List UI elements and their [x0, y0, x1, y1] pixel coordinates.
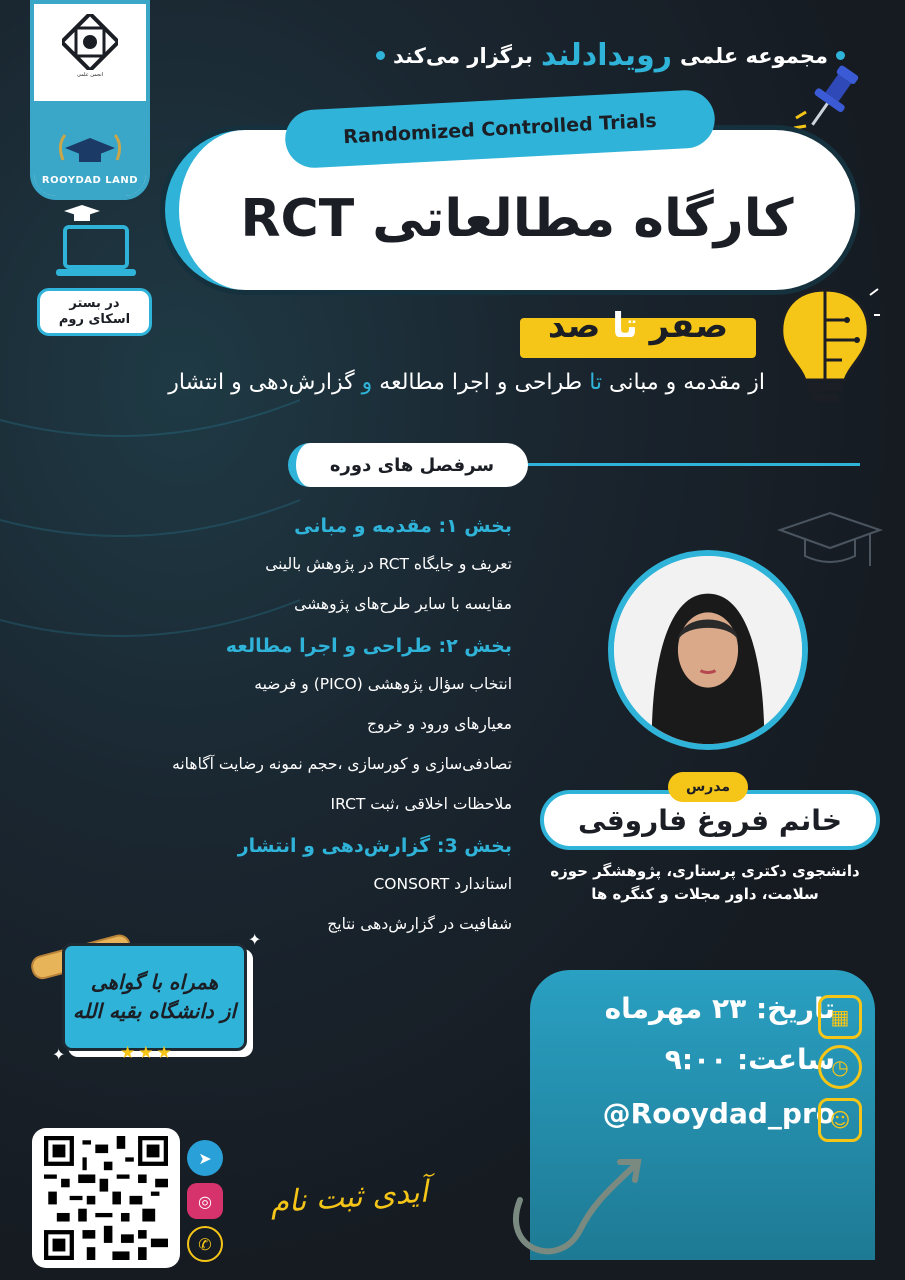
section-item: ملاحظات اخلاقی ،ثبت IRCT [330, 795, 512, 813]
workshop-title: کارگاه مطالعاتی RCT [240, 189, 794, 249]
certificate-line1: همراه با گواهی [90, 970, 219, 994]
calendar-icon: ▦ [818, 995, 862, 1039]
phone-icon[interactable]: ✆ [187, 1226, 223, 1262]
instructor-portrait [614, 556, 802, 744]
section-title: بخش ۱: مقدمه و مبانی [294, 515, 512, 537]
qr-code[interactable] [32, 1128, 180, 1268]
event-date: تاریخ: ۲۳ مهرماه [604, 992, 835, 1025]
syllabus-divider [520, 463, 860, 466]
bio-line2: سلامت، داور مجلات و کنگره ها [591, 885, 819, 904]
desc-part2: طراحی و اجرا مطالعه [379, 370, 583, 395]
tagline-description [168, 370, 765, 395]
registration-id-label: آیدی ثبت نام [268, 1174, 429, 1221]
swoosh-arrow-icon [500, 1140, 650, 1270]
platform-badge [37, 288, 152, 336]
header-prefix: مجموعه علمی [679, 43, 828, 68]
contact-id[interactable]: @Rooydad_pro [602, 1097, 835, 1130]
laptop-icon [50, 205, 140, 285]
section-item: تعریف و جایگاه RCT در پژوهش بالینی [265, 555, 512, 573]
desc-part3: گزارش‌دهی و انتشار [168, 370, 355, 395]
sparkle-icon: ✦ [52, 1045, 66, 1064]
desc-and: و [361, 370, 373, 395]
zero-to-hundred [520, 306, 756, 346]
platform-line1: در بستر [69, 296, 120, 312]
syllabus-heading: سرفصل های دوره [288, 443, 528, 487]
stars-icon: ★★★ [120, 1043, 175, 1063]
graduation-cap-icon [55, 130, 125, 175]
instagram-icon[interactable]: ◎ [187, 1183, 223, 1219]
logo-name: ROOYDAD LAND [41, 175, 139, 186]
bio-line1: دانشجوی دکتری پرستاری، پژوهشگر حوزه [550, 862, 860, 880]
telegram-icon[interactable]: ➤ [187, 1140, 223, 1176]
user-id-icon: ☺ [818, 1098, 862, 1142]
section-title: بخش ۲: طراحی و اجرا مطالعه [225, 635, 512, 657]
syllabus-list [72, 515, 512, 955]
instructor-tag: مدرس [668, 772, 748, 802]
certificate-box [62, 943, 247, 1051]
section-item: انتخاب سؤال پژوهشی (PICO) و فرضیه [254, 675, 512, 693]
section-item: مقایسه با سایر طرح‌های پژوهشی [294, 595, 512, 613]
brand-name: رویدادلند [540, 38, 672, 73]
university-emblem-icon [62, 14, 118, 70]
bullet-dot [376, 51, 385, 60]
instructor-name: خانم فروغ فاروقی [540, 790, 880, 850]
qr-code-image [40, 1136, 172, 1260]
event-time: ساعت: ۹:۰۰ [664, 1043, 835, 1076]
section-item: شفافیت در گزارش‌دهی نتایج [327, 915, 512, 933]
clock-icon: ◷ [818, 1045, 862, 1089]
desc-to: تا [589, 370, 603, 395]
logo-subtext: انجمن علمی [77, 72, 103, 78]
brain-lightbulb-icon [770, 275, 880, 415]
organizer-logo-badge [30, 0, 150, 200]
section-item: معیارهای ورود و خروج [367, 715, 512, 733]
desc-part1: از مقدمه و مبانی [609, 370, 765, 395]
platform-line2: اسکای روم [58, 312, 131, 327]
graduation-cap-outline-icon [775, 508, 885, 583]
to-label: تا [612, 306, 638, 346]
sparkle-icon: ✦ [248, 930, 262, 949]
english-subtitle: Randomized Controlled Trials [342, 109, 658, 149]
section-item: تصادفی‌سازی و کورسازی ،حجم نمونه رضایت آگاهانه [172, 755, 512, 773]
section-item: استاندارد CONSORT [373, 875, 512, 893]
certificate-line2: از دانشگاه بقیه الله [72, 999, 237, 1023]
zero-label: صفر [649, 306, 729, 346]
header-organizer-line [376, 38, 845, 73]
logo-bottom-panel [34, 101, 146, 196]
section-title: بخش 3: گزارش‌دهی و انتشار [237, 835, 512, 857]
header-suffix: برگزار می‌کند [392, 43, 533, 68]
hundred-label: صد [547, 306, 601, 346]
instructor-bio [540, 860, 870, 907]
instructor-photo [608, 550, 808, 750]
push-pin-icon [790, 58, 870, 138]
